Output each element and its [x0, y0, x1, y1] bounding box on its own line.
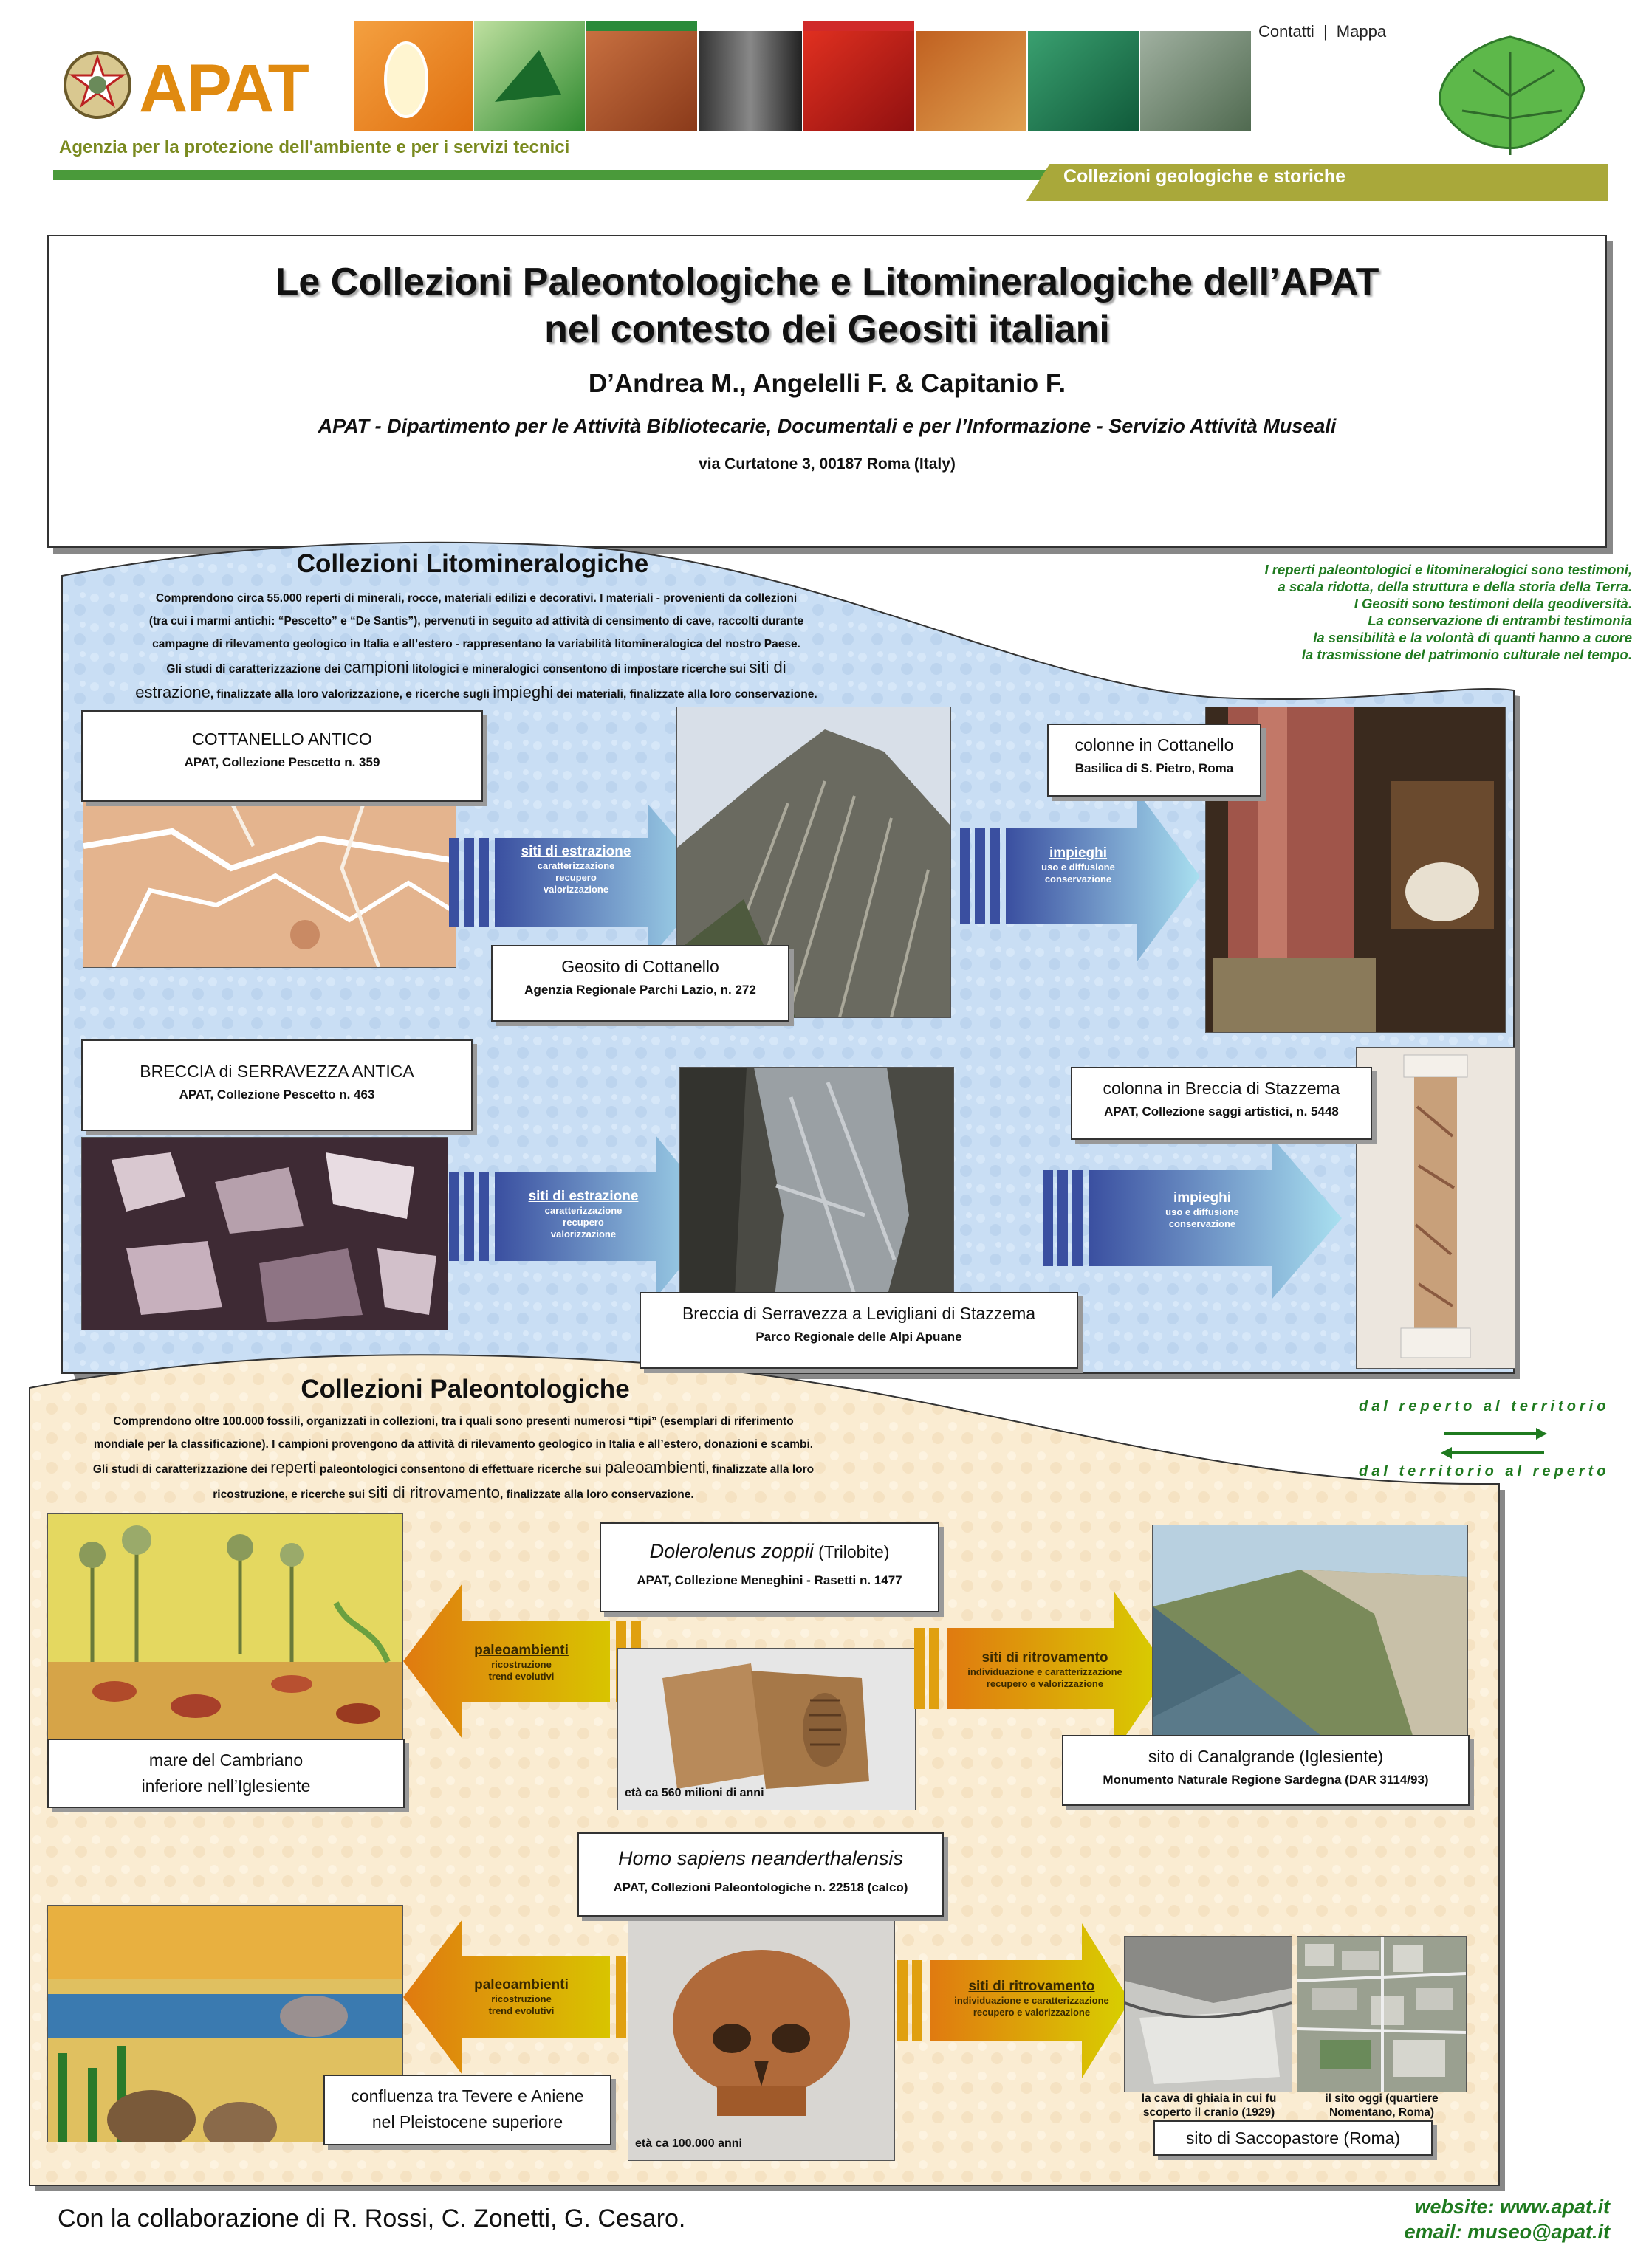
nav-separator: | [1323, 22, 1328, 41]
san-pietro-label: colonne in Cottanello Basilica di S. Pietro, Roma [1047, 724, 1261, 797]
cottanello-sample-photo [83, 801, 456, 968]
paleo-intro-line: Gli studi di caratterizzazione dei reperti paleontologici consentono di effettuare ricerche sui paleoambienti, finalizzate alla loro [92, 1458, 815, 1477]
direction-line-1: dal reperto al territorio [1359, 1398, 1610, 1415]
saccopastore-today-photo [1297, 1936, 1467, 2092]
neanderthal-label: Homo sapiens neanderthalensis APAT, Collezioni Paleontologiche n. 22518 (calco) [577, 1832, 944, 1917]
cambrian-sea-label [47, 1739, 405, 1808]
neanderthal-name: Homo sapiens neanderthalensis [618, 1847, 903, 1869]
paleo-intro-line: ricostruzione, e ricerche sui siti di ritrovamento, finalizzate alla loro conservazione. [213, 1483, 694, 1502]
banner-label: Collezioni geologiche e storiche [1063, 166, 1346, 187]
breccia-column-photo [1356, 1047, 1515, 1369]
trilobite-age: età ca 560 milioni di anni [625, 1787, 764, 1799]
trilobite-name: Dolerolenus zoppii [649, 1540, 814, 1562]
breccia-sample-photo [81, 1137, 448, 1330]
today-site-caption: il sito oggi (quartiere Nomentano, Roma) [1325, 2092, 1439, 2119]
saccopastore-label: sito di Saccopastore (Roma) [1153, 2120, 1433, 2156]
side-quote-line: I reperti paleontologici e litomineralogici sono testimoni, [1264, 562, 1632, 577]
department: APAT - Dipartimento per le Attività Bibliotecarie, Documentali e per l’Informazione - Servizio Attività Museali [318, 415, 1337, 437]
authors: D’Andrea M., Angelelli F. & Capitanio F. [588, 369, 1066, 398]
direction-line-2: dal territorio al reperto [1359, 1463, 1610, 1480]
pleistocene-line2: nel Pleistocene superiore [371, 2112, 563, 2131]
paleoambienti-arrow-2-text: paleoambienti ricostruzione trend evolutivi [474, 1977, 569, 2016]
canalgrande-photo [1152, 1525, 1468, 1755]
side-quote-line: la trasmissione del patrimonio culturale nel tempo. [1301, 647, 1632, 662]
lito-intro-line: estrazione, finalizzate alla loro valorizzazione, e ricerche sugli impieghi dei materiali, finalizzate alla loro conservazione. [135, 683, 817, 701]
paleo-intro-line: Comprendono oltre 100.000 fossili, organizzati in collezioni, tra i quali sono presenti numerosi “tipi” (esemplari di riferimento [113, 1415, 794, 1428]
side-quote-line: a scala ridotta, della struttura e della storia della Terra. [1278, 579, 1632, 594]
ritrovamento-arrow-2-text: siti di ritrovamento individuazione e caratterizzazione recupero e valorizzazione [954, 1979, 1109, 2018]
paleo-intro-line: mondiale per la classificazione). I campioni provengono da attività di rilevamento geologico in Italia e all’estero, donazioni e scambi. [93, 1438, 814, 1451]
trilobite-type: (Trilobite) [813, 1542, 890, 1561]
neanderthal-skull-photo [628, 1920, 895, 2161]
double-arrow-icon [1440, 1425, 1548, 1462]
website-link[interactable]: website: www.apat.it [1414, 2196, 1610, 2218]
pleistocene-label [323, 2075, 611, 2145]
lito-intro-line: Gli studi di caratterizzazione dei campioni litologici e mineralogici consentono di impostare ricerche sui siti di [166, 658, 786, 676]
lito-intro [66, 587, 886, 706]
impieghi-arrow-1-text: impieghi uso e diffusione conservazione [1041, 845, 1115, 884]
paleo-intro [32, 1410, 874, 1506]
email-link[interactable]: email: museo@apat.it [1404, 2221, 1610, 2243]
pleistocene-line1: confluenza tra Tevere e Aniene [351, 2086, 584, 2106]
breccia-column-label: colonna in Breccia di Stazzema APAT, Collezione saggi artistici, n. 5448 [1071, 1067, 1372, 1140]
cambrian-sea-line1: mare del Cambriano [148, 1750, 304, 1770]
poster-title-line2: nel contesto dei Geositi italiani [544, 308, 1110, 351]
lito-intro-line: (tra cui i marmi antichi: “Pescetto” e “De Santis”), pervenuti in seguito ad attività di censimento di cave, raccolti durante [148, 615, 804, 628]
address: via Curtatone 3, 00187 Roma (Italy) [699, 456, 956, 472]
cottanello-geosite-label: Geosito di Cottanello Agenzia Regionale Parchi Lazio, n. 272 [491, 945, 789, 1022]
paleoambienti-arrow-1-text: paleoambienti ricostruzione trend evolutivi [474, 1643, 569, 1682]
lito-intro-line: Comprendono circa 55.000 reperti di minerali, rocce, materiali edilizi e decorativi. I materiali - provenienti da collezioni [155, 592, 798, 605]
estrazione-arrow-1-text: siti di estrazione caratterizzazione recupero valorizzazione [521, 844, 631, 895]
cambrian-sea-illustration [47, 1513, 403, 1744]
trilobite-photo [617, 1648, 916, 1810]
cambrian-sea-line2: inferiore nell’Iglesiente [141, 1776, 311, 1796]
side-quote-line: La conservazione di entrambi testimonia [1368, 613, 1632, 628]
lito-title: Collezioni Litomineralogiche [296, 549, 649, 578]
poster-title-line1: Le Collezioni Paleontologiche e Litomineralogiche dell’APAT [275, 261, 1379, 303]
nav-mappa-link[interactable]: Mappa [1336, 22, 1387, 41]
cottanello-sample-label: COTTANELLO ANTICO APAT, Collezione Pescetto n. 359 [81, 710, 483, 802]
ritrovamento-arrow-1-text: siti di ritrovamento individuazione e caratterizzazione recupero e valorizzazione [967, 1650, 1122, 1689]
breccia-sample-label: BRECCIA di SERRAVEZZA ANTICA APAT, Collezione Pescetto n. 463 [81, 1040, 473, 1131]
estrazione-arrow-2-text: siti di estrazione caratterizzazione recupero valorizzazione [528, 1189, 639, 1240]
trilobite-label: Dolerolenus zoppii (Trilobite) APAT, Collezione Meneghini - Rasetti n. 1477 [600, 1522, 939, 1612]
nav-contatti-link[interactable]: Contatti [1258, 22, 1314, 41]
neanderthal-age: età ca 100.000 anni [635, 2137, 742, 2150]
side-quote-line: I Geositi sono testimoni della geodiversità. [1354, 596, 1632, 611]
apat-logo[interactable]: APAT [139, 51, 308, 126]
gravel-pit-caption: la cava di ghiaia in cui fu scoperto il cranio (1929) [1141, 2092, 1277, 2119]
agency-subtitle: Agenzia per la protezione dell'ambiente e per i servizi tecnici [59, 137, 570, 157]
canalgrande-label: sito di Canalgrande (Iglesiente) Monumento Naturale Regione Sardegna (DAR 3114/93) [1062, 1735, 1470, 1806]
saccopastore-gravel-pit-photo [1124, 1936, 1292, 2092]
lito-intro-line: campagne di rilevamento geologico in Italia e all’estero - rappresentano la variabilità litomineralogica del nostro Paese. [152, 638, 800, 650]
breccia-geosite-label: Breccia di Serravezza a Levigliani di Stazzema Parco Regionale delle Alpi Apuane [640, 1292, 1078, 1369]
impieghi-arrow-2-text: impieghi uso e diffusione conservazione [1165, 1190, 1239, 1229]
side-quote-line: la sensibilità e la volontà di quanti hanno a cuore [1313, 630, 1632, 645]
collaboration-credit: Con la collaborazione di R. Rossi, C. Zonetti, G. Cesaro. [58, 2205, 686, 2233]
paleo-title: Collezioni Paleontologiche [301, 1375, 630, 1403]
